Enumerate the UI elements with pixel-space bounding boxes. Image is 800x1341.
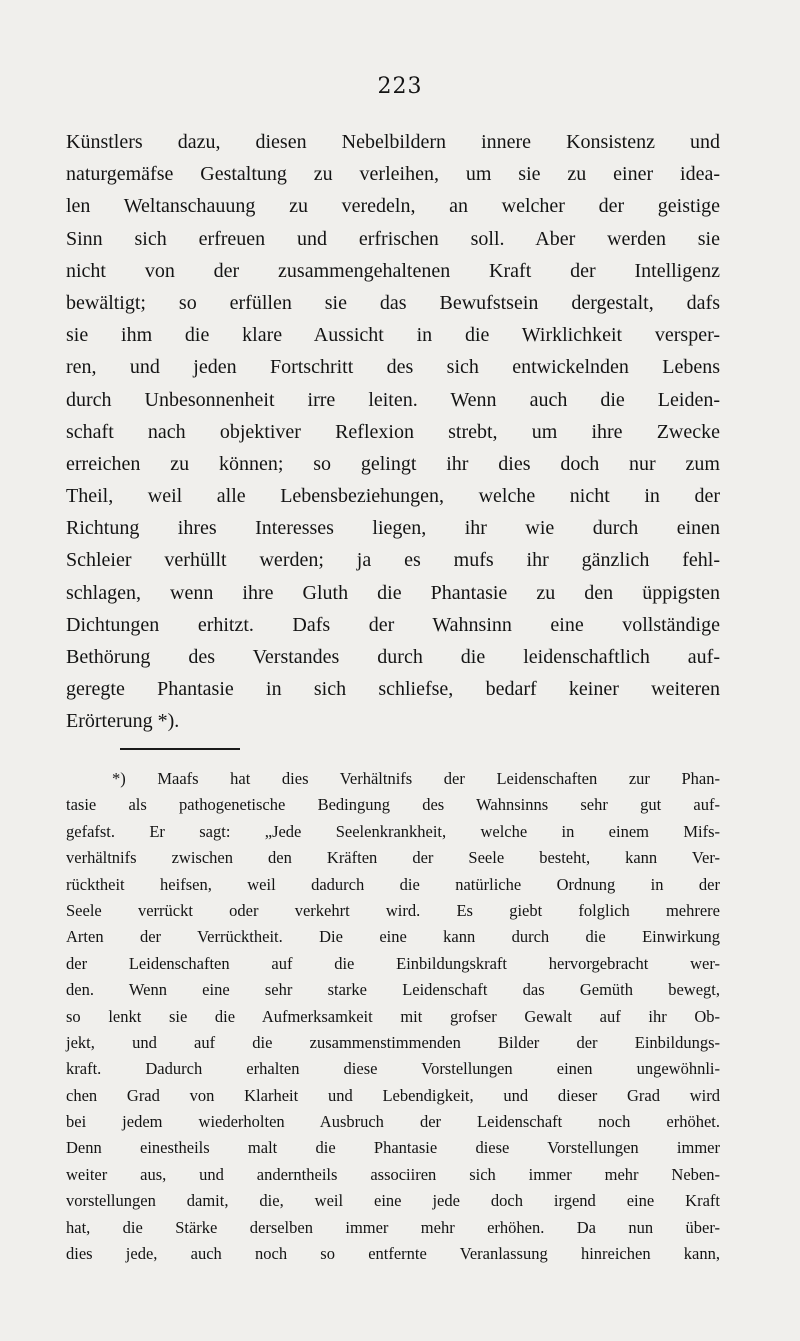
footnote-line: tasie als pathogenetische Bedingung des Wahnsinns sehr gut auf- — [66, 795, 720, 815]
main-text-line: schlagen, wenn ihre Gluth die Phantasie zu den üppigsten — [66, 581, 720, 604]
footnote-line: verhältnifs zwischen den Kräften der Seele besteht, kann Ver- — [66, 848, 720, 868]
footnote-line: kraft. Dadurch erhalten diese Vorstellungen einen ungewöhnli- — [66, 1059, 720, 1079]
footnote-line: jekt, und auf die zusammenstimmenden Bilder der Einbildungs- — [66, 1032, 720, 1052]
footnote-line: chen Grad von Klarheit und Lebendigkeit, und dieser Grad wird — [66, 1085, 720, 1105]
footnote-line: vorstellungen damit, die, weil eine jede doch irgend eine Kraft — [66, 1191, 720, 1211]
footnote-line: hat, die Stärke derselben immer mehr erhöhen. Da nun über- — [66, 1217, 720, 1237]
main-text-line: Sinn sich erfreuen und erfrischen soll. Aber werden sie — [66, 227, 720, 250]
main-text-line: naturgemäfse Gestaltung zu verleihen, um sie zu einer idea- — [66, 163, 720, 186]
main-text-line: len Weltanschauung zu veredeln, an welcher der geistige — [66, 195, 720, 218]
main-text-line: ren, und jeden Fortschritt des sich entwickelnden Lebens — [66, 356, 720, 379]
main-text-line: schaft nach objektiver Reflexion strebt, um ihre Zwecke — [66, 420, 720, 443]
main-text-block — [66, 126, 720, 738]
main-text-line: nicht von der zusammengehaltenen Kraft der Intelligenz — [66, 259, 720, 282]
main-text-line: Erörterung *). — [66, 710, 180, 733]
footnote-line: Seele verrückt oder verkehrt wird. Es giebt folglich mehrere — [66, 900, 720, 920]
main-text-line: geregte Phantasie in sich schliefse, bedarf keiner weiteren — [66, 678, 720, 701]
footnote-line: Arten der Verrücktheit. Die eine kann durch die Einwirkung — [66, 927, 720, 947]
main-text-line: erreichen zu können; so gelingt ihr dies doch nur zum — [66, 452, 720, 475]
main-text-line: sie ihm die klare Aussicht in die Wirklichkeit versper- — [66, 324, 720, 347]
footnote-line: der Leidenschaften auf die Einbildungskraft hervorgebracht wer- — [66, 953, 720, 973]
footnote-line: rücktheit heifsen, weil dadurch die natürliche Ordnung in der — [66, 874, 720, 894]
page-number: 223 — [377, 74, 423, 99]
footnote-line: gefafst. Er sagt: „Jede Seelenkrankheit, welche in einem Mifs- — [66, 821, 720, 841]
footnote-divider — [120, 748, 240, 750]
main-text-line: Künstlers dazu, diesen Nebelbildern innere Konsistenz und — [66, 131, 720, 153]
main-text-line: bewältigt; so erfüllen sie das Bewufstsein dergestalt, dafs — [66, 291, 720, 314]
footnote-line: weiter aus, und anderntheils associiren sich immer mehr Neben- — [66, 1164, 720, 1184]
main-text-line: Dichtungen erhitzt. Dafs der Wahnsinn eine vollständige — [66, 613, 720, 636]
main-text-line: Richtung ihres Interesses liegen, ihr wie durch einen — [66, 517, 720, 540]
main-text-line: Bethörung des Verstandes durch die leidenschaftlich auf- — [66, 646, 720, 668]
footnote-line: Denn einestheils malt die Phantasie diese Vorstellungen immer — [66, 1138, 720, 1158]
footnote-line: den. Wenn eine sehr starke Leidenschaft das Gemüth bewegt, — [66, 980, 720, 1000]
main-text-line: Schleier verhüllt werden; ja es mufs ihr gänzlich fehl- — [66, 549, 720, 572]
main-text-line: durch Unbesonnenheit irre leiten. Wenn auch die Leiden- — [66, 388, 720, 411]
footnote-line: so lenkt sie die Aufmerksamkeit mit grofser Gewalt auf ihr Ob- — [66, 1006, 720, 1026]
footnote-line: bei jedem wiederholten Ausbruch der Leidenschaft noch erhöhet. — [66, 1112, 720, 1132]
footnote-block — [66, 766, 720, 1267]
main-text-line: Theil, weil alle Lebensbeziehungen, welche nicht in der — [66, 485, 720, 508]
footnote-line: dies jede, auch noch so entfernte Veranlassung hinreichen kann, — [66, 1244, 720, 1264]
footnote-line: *) Maafs hat dies Verhältnifs der Leidenschaften zur Phan- — [112, 769, 720, 788]
